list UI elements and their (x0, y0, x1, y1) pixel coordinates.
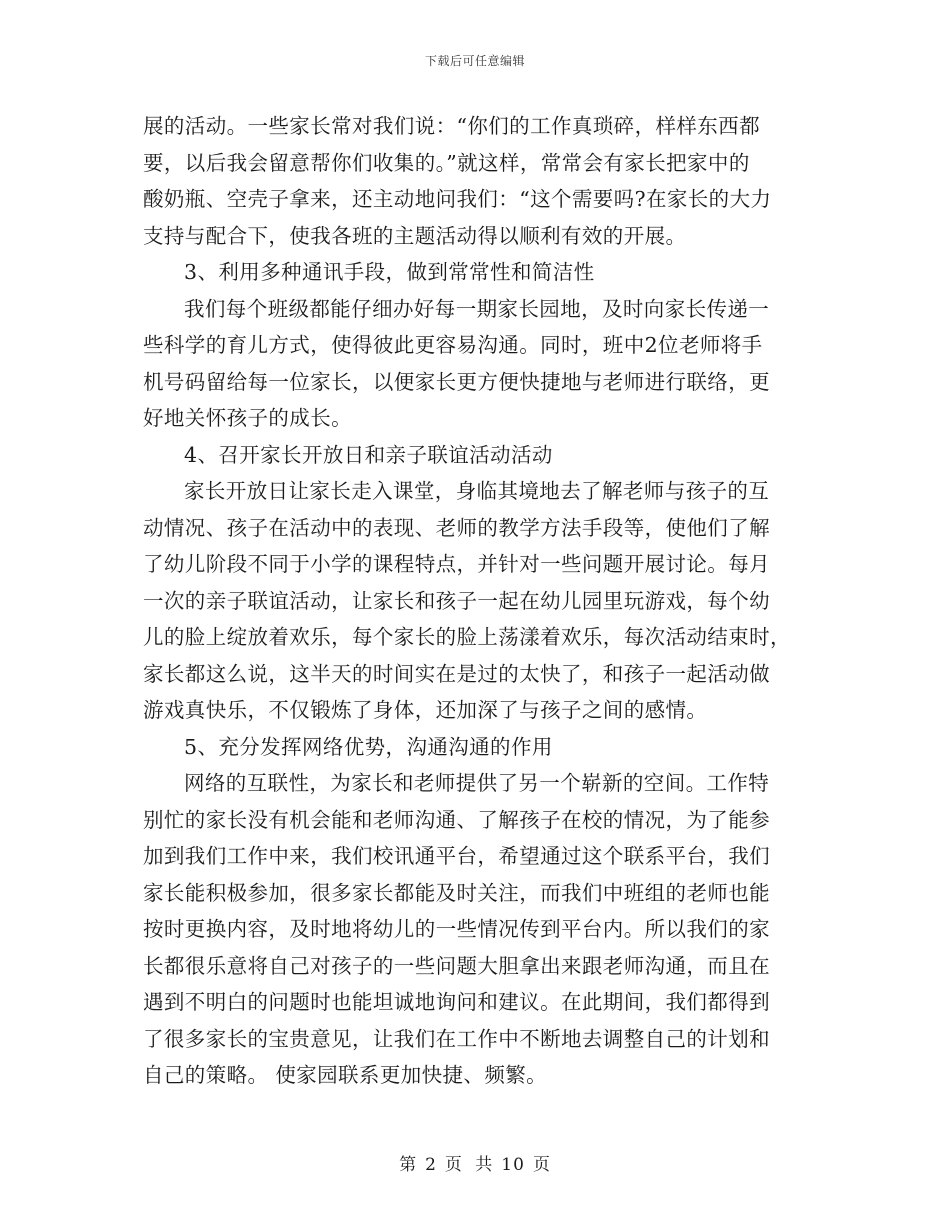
body-line: 家长能积极参加，很多家长都能及时关注，而我们中班组的老师也能 (143, 880, 770, 905)
section-heading-3: 3、利用多种通讯手段，做到常常性和简洁性 (184, 260, 595, 284)
body-line: 支持与配合下，使我各班的主题活动得以顺利有效的开展。 (143, 223, 687, 248)
body-line: 儿的脸上绽放着欢乐，每个家长的脸上荡漾着欢乐，每次活动结束时， (143, 625, 791, 649)
footer-middle: 页 共 (444, 1155, 494, 1175)
body-line: 网络的互联性，为家长和老师提供了另一个崭新的空间。工作特 (184, 771, 770, 795)
body-line: 了很多家长的宝贵意见，让我们在工作中不断地去调整自己的计划和 (143, 1026, 770, 1051)
page-footer (0, 1150, 950, 1175)
body-line: 机号码留给每一位家长，以便家长更方便快捷地与老师进行联络，更 (143, 369, 770, 394)
body-line: 自己的策略。 使家园联系更加快捷、频繁。 (143, 1063, 548, 1087)
body-line: 些科学的育儿方式，使得彼此更容易沟通。同时，班中2位老师将手 (143, 333, 763, 357)
page-header: 下载后可任意编辑 (424, 54, 525, 68)
footer-prefix: 第 (399, 1155, 418, 1175)
document-body (143, 108, 803, 1094)
body-line: 长都很乐意将自己对孩子的一些问题大胆拿出来跟老师沟通，而且在 (143, 953, 770, 978)
total-page-count: 10 (501, 1155, 525, 1175)
body-line: 了幼儿阶段不同于小学的课程特点，并针对一些问题开展讨论。每月 (143, 552, 770, 576)
body-line: 一次的亲子联谊活动，让家长和孩子一起在幼儿园里玩游戏，每个幼 (143, 588, 770, 613)
body-line: 加到我们工作中来，我们校讯通平台，希望通过这个联系平台，我们 (143, 844, 770, 868)
body-line: 好地关怀孩子的成长。 (143, 406, 352, 430)
section-heading-5: 5、充分发挥网络优势，沟通沟通的作用 (184, 734, 553, 759)
body-line: 别忙的家长没有机会能和老师沟通、了解孩子在校的情况，为了能参 (143, 807, 770, 832)
body-line: 遇到不明白的问题时也能坦诚地询问和建议。在此期间，我们都得到 (143, 990, 770, 1014)
body-line: 动情况、孩子在活动中的表现、老师的教学方法手段等，使他们了解 (143, 515, 770, 540)
body-line: 我们每个班级都能仔细办好每一期家长园地，及时向家长传递一 (184, 296, 770, 321)
body-line: 按时更换内容，及时地将幼儿的一些情况传到平台内。所以我们的家 (143, 917, 770, 941)
body-line: 游戏真快乐，不仅锻炼了身体，还加深了与孩子之间的感情。 (143, 698, 708, 722)
current-page-number: 2 (425, 1155, 437, 1175)
body-line: 家长开放日让家长走入课堂，身临其境地去了解老师与孩子的互 (184, 479, 770, 503)
body-line: 家长都这么说，这半天的时间实在是过的太快了，和孩子一起活动做 (143, 661, 770, 686)
section-heading-4: 4、召开家长开放日和亲子联谊活动活动 (184, 442, 553, 467)
body-line: 酸奶瓶、空壳子拿来，还主动地问我们：“这个需要吗?在家长的大力 (143, 187, 772, 211)
body-line: 展的活动。一些家长常对我们说：“你们的工作真琐碎，样样东西都 (143, 114, 760, 138)
footer-suffix: 页 (532, 1155, 551, 1175)
body-line: 要，以后我会留意帮你们收集的。”就这样，常常会有家长把家中的 (143, 150, 750, 175)
